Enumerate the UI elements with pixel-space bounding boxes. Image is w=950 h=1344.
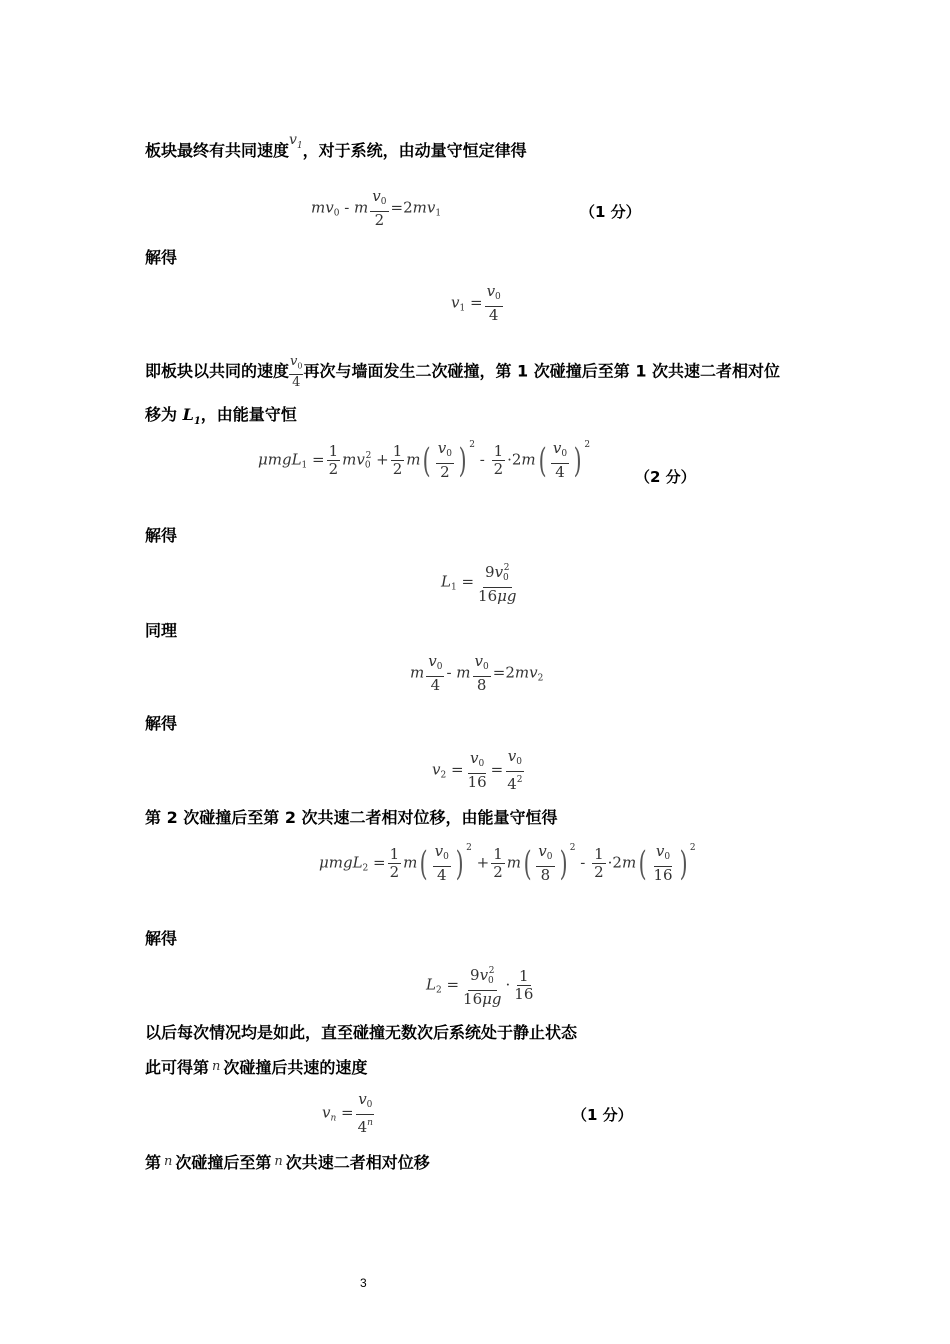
- symbol-n-1: n: [212, 1059, 221, 1074]
- text-line-1: [145, 132, 527, 168]
- symbol-n-2: n: [164, 1154, 173, 1169]
- symbol-n-3: n: [274, 1154, 283, 1169]
- text-solve-4: 解得: [145, 929, 178, 948]
- text-line-4: [145, 405, 297, 432]
- text-nth-collision-speed: 次碰撞后共速的速度: [223, 1058, 368, 1077]
- inline-fraction-v0-4: $\frac{v_0}{4}$: [290, 354, 303, 390]
- equation-energy-1: μmgL$_1$ = $\frac{1}{2}$ $mv_0^2$ + $\frac{1}{2}$ m ( $\frac{v_0}{2}$ ) $^2$ - $\frac{1}{2}$ ·2m ( $\frac{v_0}{4}$ ) $^2$: [258, 439, 591, 481]
- equation-momentum-2: m $\frac{v_0}{4}$ - m $\frac{v_0}{8}$ $=2mv_2$: [410, 652, 544, 694]
- score-label-2: （2 分）: [635, 468, 696, 486]
- equation-L2: $L_2$ = $\frac{9v_0^2}{16\mu g}$ · $\frac{1}{16}$: [426, 963, 537, 1008]
- symbol-L1: $L_1$: [182, 405, 201, 428]
- text-nth-after: 次碰撞后至第: [175, 1153, 272, 1172]
- text-same-reason: 同理: [145, 621, 178, 640]
- text-shared-velocity: 板块最终有共同速度: [145, 141, 290, 160]
- text-line-8: [145, 1153, 430, 1175]
- equation-vn: $v_n$ = $\frac{v_0}{4^n}$: [322, 1090, 373, 1136]
- text-line-3: [145, 354, 780, 390]
- equation-energy-2: μmgL$_2$ = $\frac{1}{2}$ m ( $\frac{v_0}{4}$ ) $^2$ + $\frac{1}{2}$ m ( $\frac{v_0}{8}$ ) $^2$ - $\frac{1}{2}$ ·2m ( $\frac{v_0}{16}$ ) $^2$: [319, 842, 696, 884]
- equation-v2: $v_2$ = $\frac{v_0}{16}$ = $\frac{v_0}{4^2}$: [432, 747, 523, 793]
- text-momentum-conservation: ，对于系统，由动量守恒定律得: [302, 141, 527, 160]
- equation-L1: $L_1$ = $\frac{9v_0^2}{16\mu g}$: [441, 560, 521, 605]
- text-nth-collision-prefix: 此可得第: [145, 1058, 210, 1077]
- page-number: 3: [360, 1276, 367, 1290]
- text-line-5: 第 2 次碰撞后至第 2 次共速二者相对位移，由能量守恒得: [145, 808, 558, 827]
- text-solve-2: 解得: [145, 526, 178, 545]
- text-nth-prefix: 第: [145, 1153, 162, 1172]
- equation-v1: $v_1$ = $\frac{v_0}{4}$: [451, 282, 501, 324]
- text-line-6: 以后每次情况均是如此，直至碰撞无数次后系统处于静止状态: [145, 1023, 578, 1042]
- equation-momentum-1: $mv_0$ - m $\frac{v_0}{2}$ $=2mv_1$: [311, 187, 442, 229]
- score-label-3: （1 分）: [572, 1106, 633, 1124]
- text-second-collision: 再次与墙面发生二次碰撞，第 1 次碰撞后至第 1 次共速二者相对位: [303, 361, 781, 381]
- text-energy-conservation: ，由能量守恒: [200, 405, 297, 424]
- text-solve-3: 解得: [145, 714, 178, 733]
- symbol-v1: $v_1$: [289, 132, 303, 151]
- text-relative-displacement: 次共速二者相对位移: [285, 1153, 430, 1172]
- text-common-speed: 即板块以共同的速度: [145, 361, 290, 381]
- text-line-7: [145, 1058, 367, 1080]
- score-label-1: （1 分）: [580, 203, 641, 221]
- text-solve-1: 解得: [145, 248, 178, 267]
- text-displacement-is: 移为: [145, 405, 183, 424]
